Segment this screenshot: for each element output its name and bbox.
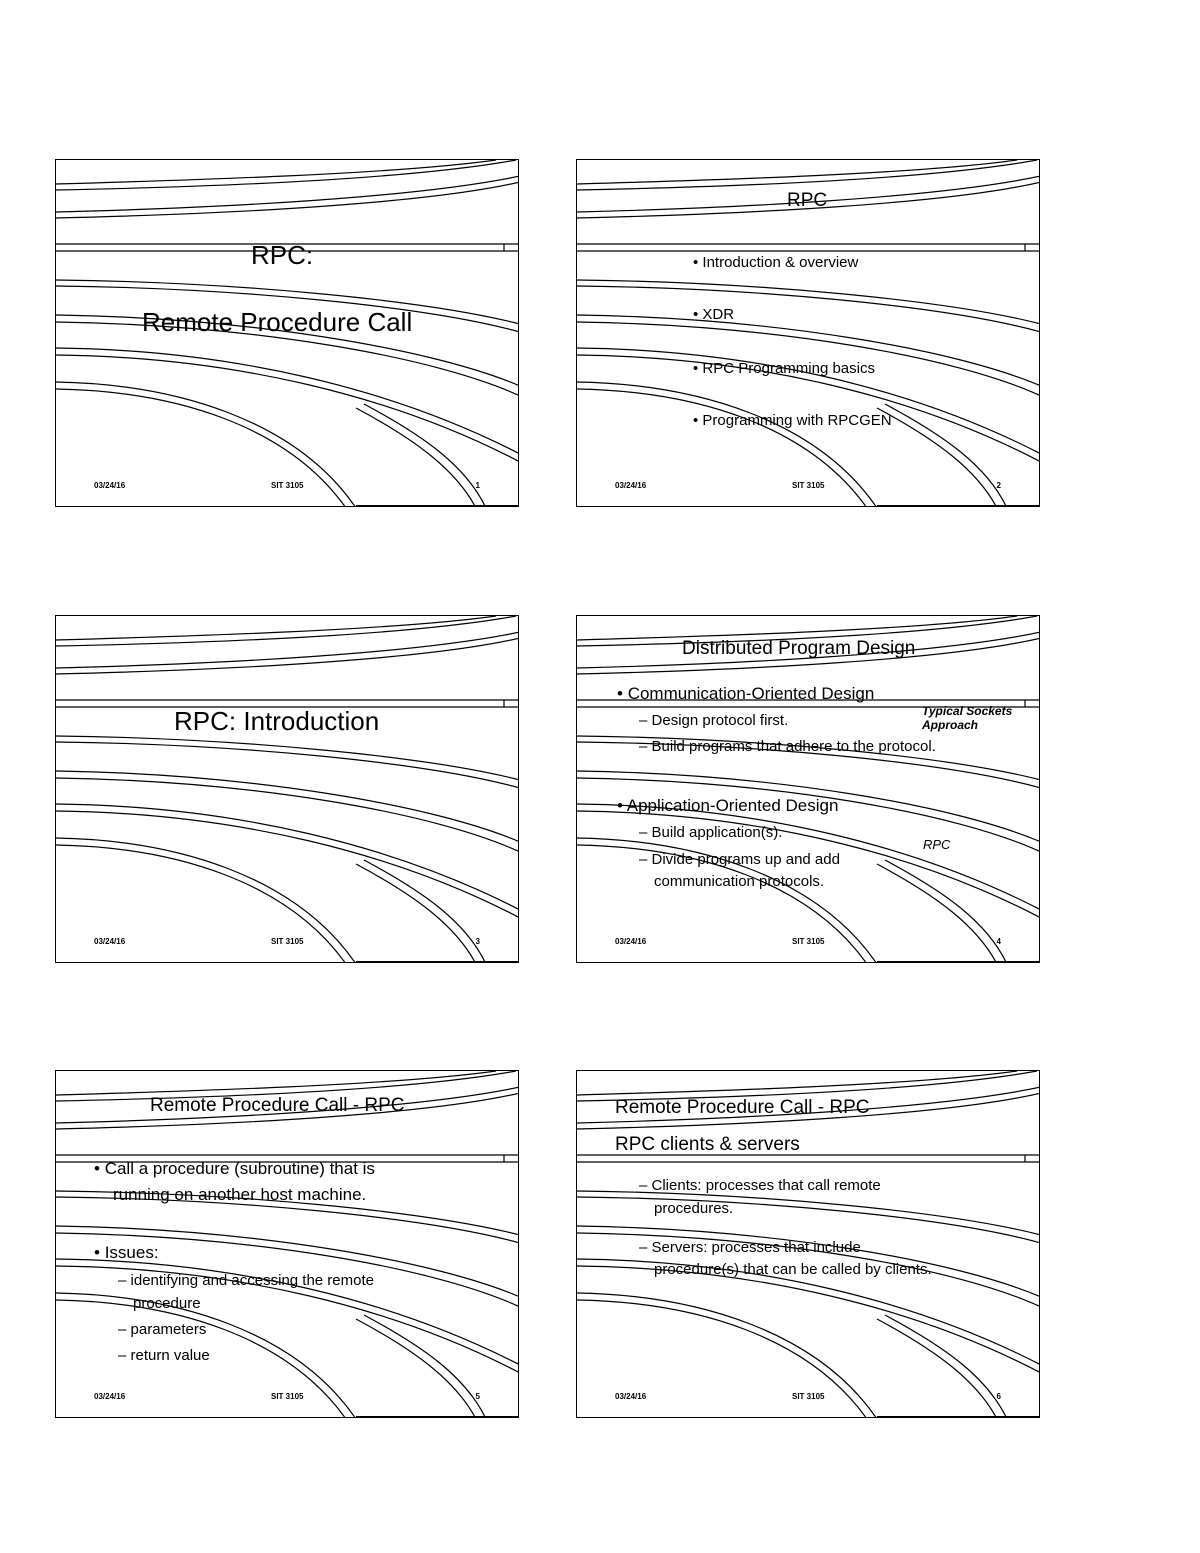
bullet-item: • Communication-Oriented Design — [617, 684, 875, 703]
slide-3 — [55, 615, 519, 963]
slide-number: 2 — [996, 481, 1001, 490]
bullet-continuation: running on another host machine. — [113, 1185, 367, 1204]
sub-bullet-item: – Design protocol first. — [639, 712, 789, 729]
slide-4-title: Distributed Program Design — [682, 638, 916, 659]
bullet-item: • RPC Programming basics — [693, 360, 875, 377]
sub-bullet-item: – Build application(s). — [639, 824, 783, 841]
bullet-item: • XDR — [693, 306, 735, 323]
slide-3-title: RPC: Introduction — [174, 706, 380, 736]
annotation-sockets: Typical Sockets Approach — [922, 704, 1013, 732]
slide-4 — [576, 615, 1040, 963]
sub-bullet-continuation: procedure — [133, 1295, 201, 1312]
sub-bullet-continuation: communication protocols. — [654, 873, 825, 890]
slide-date: 03/24/16 — [94, 937, 126, 946]
annotation-rpc: RPC — [923, 837, 951, 852]
sub-bullet-item: – identifying and accessing the remote — [118, 1272, 374, 1289]
slide-date: 03/24/16 — [615, 1392, 647, 1401]
slide-1-title-line2: Remote Procedure Call — [142, 307, 413, 337]
slide-2 — [576, 159, 1040, 507]
slide-5-title: Remote Procedure Call - RPC — [150, 1095, 405, 1116]
slide-course: SIT 3105 — [792, 937, 825, 946]
slide-date: 03/24/16 — [615, 937, 647, 946]
slide-course: SIT 3105 — [271, 481, 304, 490]
slide-5 — [55, 1070, 519, 1418]
slide-date: 03/24/16 — [615, 481, 647, 490]
slide-background-lines — [577, 160, 1040, 507]
slide-number: 3 — [475, 937, 480, 946]
slide-number: 5 — [475, 1392, 480, 1401]
slide-2-title: RPC — [787, 190, 828, 211]
sub-bullet-item: – return value — [118, 1347, 210, 1364]
sub-bullet-item: – Servers: processes that include — [639, 1239, 861, 1256]
slide-number: 6 — [996, 1392, 1001, 1401]
sub-bullet-continuation: procedures. — [654, 1200, 734, 1217]
bullet-item: • Issues: — [94, 1243, 159, 1262]
bullet-item: • Introduction & overview — [693, 254, 859, 271]
bullet-item: • Programming with RPCGEN — [693, 412, 892, 429]
slide-course: SIT 3105 — [792, 1392, 825, 1401]
slide-number: 1 — [475, 481, 480, 490]
slide-background-lines — [577, 616, 1040, 963]
sub-bullet-item: – Build programs that adhere to the protocol. — [639, 738, 936, 755]
slide-number: 4 — [996, 937, 1001, 946]
slide-date: 03/24/16 — [94, 1392, 126, 1401]
slide-6-title: Remote Procedure Call - RPC — [615, 1097, 870, 1118]
slide-1-title-line1: RPC: — [251, 240, 314, 270]
slide-6-subtitle: RPC clients & servers — [615, 1134, 800, 1155]
slide-background-lines — [56, 616, 519, 963]
slide-1 — [55, 159, 519, 507]
slide-6 — [576, 1070, 1040, 1418]
slide-course: SIT 3105 — [271, 937, 304, 946]
slide-date: 03/24/16 — [94, 481, 126, 490]
slide-course: SIT 3105 — [792, 481, 825, 490]
sub-bullet-continuation: procedure(s) that can be called by clients. — [654, 1261, 932, 1278]
bullet-item: • Application-Oriented Design — [617, 796, 839, 815]
sub-bullet-item: – Divide programs up and add — [639, 851, 840, 868]
bullet-item: • Call a procedure (subroutine) that is — [94, 1159, 375, 1178]
sub-bullet-item: – Clients: processes that call remote — [639, 1177, 881, 1194]
sub-bullet-item: – parameters — [118, 1321, 207, 1338]
slide-course: SIT 3105 — [271, 1392, 304, 1401]
